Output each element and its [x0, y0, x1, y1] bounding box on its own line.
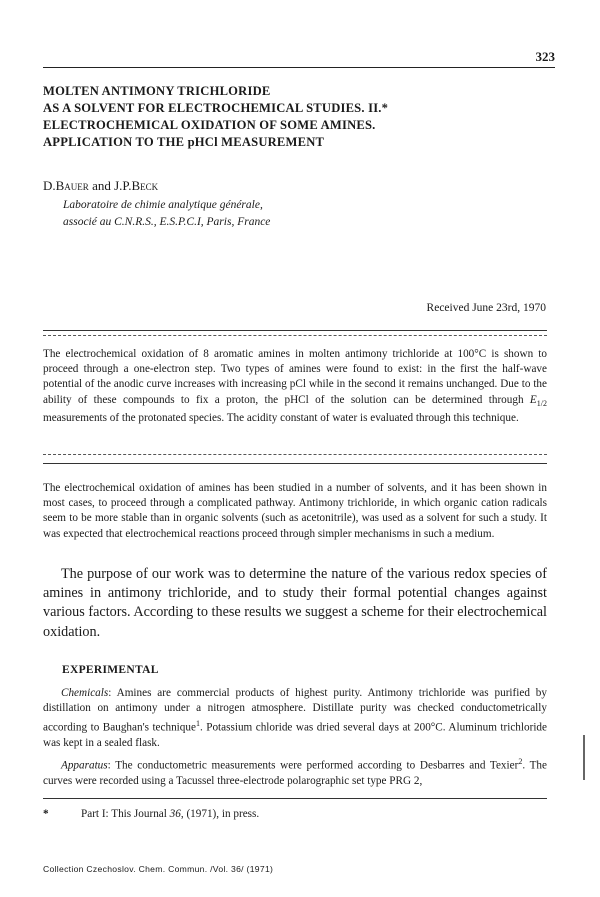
- purpose-paragraph: The purpose of our work was to determine the nature of the various redox species of amines in antimony trichloride, and to study their formal potential changes against various factors. According to these results we suggest a scheme for their electrochemical oxidation.: [43, 566, 547, 640]
- abstract-text-2: measurements of the protonated species. The acidity constant of water is evaluated through this technique.: [43, 412, 519, 425]
- author-2-surname: Beck: [131, 178, 159, 193]
- intro-paragraph: The electrochemical oxidation of amines has been studied in a number of solvents, and it has been shown in most cases, to proceed through a complicated pathway. Antimony trichloride, in which organic cation radicals seem to be more stable than in organic solvents (such as acetonitrile), was used as a solvent for such a study. It was expected that electrochemical reactions proceed through simpler mechanisms in such a medium.: [43, 482, 547, 540]
- page-number: 323: [535, 49, 555, 64]
- apparatus-paragraph: [43, 754, 547, 789]
- footnote-volume: 36: [169, 808, 181, 820]
- abstract-top-rule-2: [43, 335, 547, 336]
- footnote-mark: *: [43, 808, 49, 820]
- affiliation-line-1: Laboratoire de chimie analytique générale,: [63, 199, 263, 211]
- footnote-text-2: , (1971), in press.: [180, 808, 260, 820]
- footnote: [43, 808, 259, 820]
- apparatus-text-2: . The curves were recorded using a Tacussel three-electrode polarographic set type PRG 2,: [43, 759, 547, 787]
- affiliation-line-2: associé au C.N.R.S., E.S.P.C.I, Paris, France: [63, 216, 271, 228]
- title-line-4-prefix: APPLICATION TO THE: [43, 135, 188, 149]
- footnote-text-1: Part I: This Journal: [81, 808, 170, 820]
- article-title: [43, 83, 563, 151]
- author-1-initials: D.: [43, 178, 56, 193]
- half-wave-symbol: E: [529, 393, 537, 406]
- margin-mark: [583, 735, 585, 780]
- authors-and: and: [88, 178, 115, 193]
- title-line-4-suffix: MEASUREMENT: [217, 135, 325, 149]
- apparatus-text-1: : The conductometric measurements were performed according to Desbarres and Texier: [107, 759, 519, 772]
- title-line-2: AS A SOLVENT FOR ELECTROCHEMICAL STUDIES. II.*: [43, 101, 389, 115]
- authors: [43, 178, 158, 194]
- author-2-initials: J.P.: [114, 178, 132, 193]
- author-1-surname: Bauer: [55, 178, 89, 193]
- chemicals-paragraph: [43, 686, 547, 752]
- apparatus-label: Apparatus: [61, 759, 108, 772]
- section-heading-experimental: EXPERIMENTAL: [62, 664, 159, 676]
- reference-2: 2: [518, 757, 523, 766]
- abstract-bottom-rule: [43, 454, 547, 455]
- abstract: [43, 347, 547, 426]
- chemicals-text-1: : Amines are commercial products of highest purity. Antimony trichloride was purified by distillation on antimony under a nitrogen atmosphere. Distillate purity was checked conductometrically according to Baughan's technique: [43, 687, 547, 735]
- chemicals-text-2: . Potassium chloride was dried several days at 200°C. Aluminum trichloride was kept in a sealed flask.: [43, 722, 547, 750]
- title-line-1: MOLTEN ANTIMONY TRICHLORIDE: [43, 84, 271, 98]
- abstract-text-1: The electrochemical oxidation of 8 aromatic amines in molten antimony trichloride at 100°C is shown to proceed through a one-electron step. Two types of amines were found to exist: in the first the half-wave potential of the anodic curve increases with increasing pCl while in the second it remains unchanged. Due to the ability of these compounds to fix a proton, the pHCl of the solution can be determined through: [43, 348, 547, 406]
- header-rule: [43, 67, 555, 68]
- abstract-top-rule: [43, 330, 547, 331]
- title-line-4: [43, 134, 563, 151]
- half-wave-subscript: 1/2: [536, 398, 547, 408]
- affiliation: [63, 197, 270, 231]
- journal-footer: Collection Czechoslov. Chem. Commun. /Vol. 36/ (1971): [43, 864, 274, 874]
- received-date: Received June 23rd, 1970: [426, 302, 546, 314]
- footnote-rule: [43, 798, 547, 799]
- chemicals-label: Chemicals: [61, 687, 109, 699]
- title-line-3: ELECTROCHEMICAL OXIDATION OF SOME AMINES.: [43, 118, 376, 132]
- abstract-bottom-rule-2: [43, 463, 547, 464]
- reference-1: 1: [195, 719, 200, 729]
- title-ph-term: pHCl: [187, 135, 218, 149]
